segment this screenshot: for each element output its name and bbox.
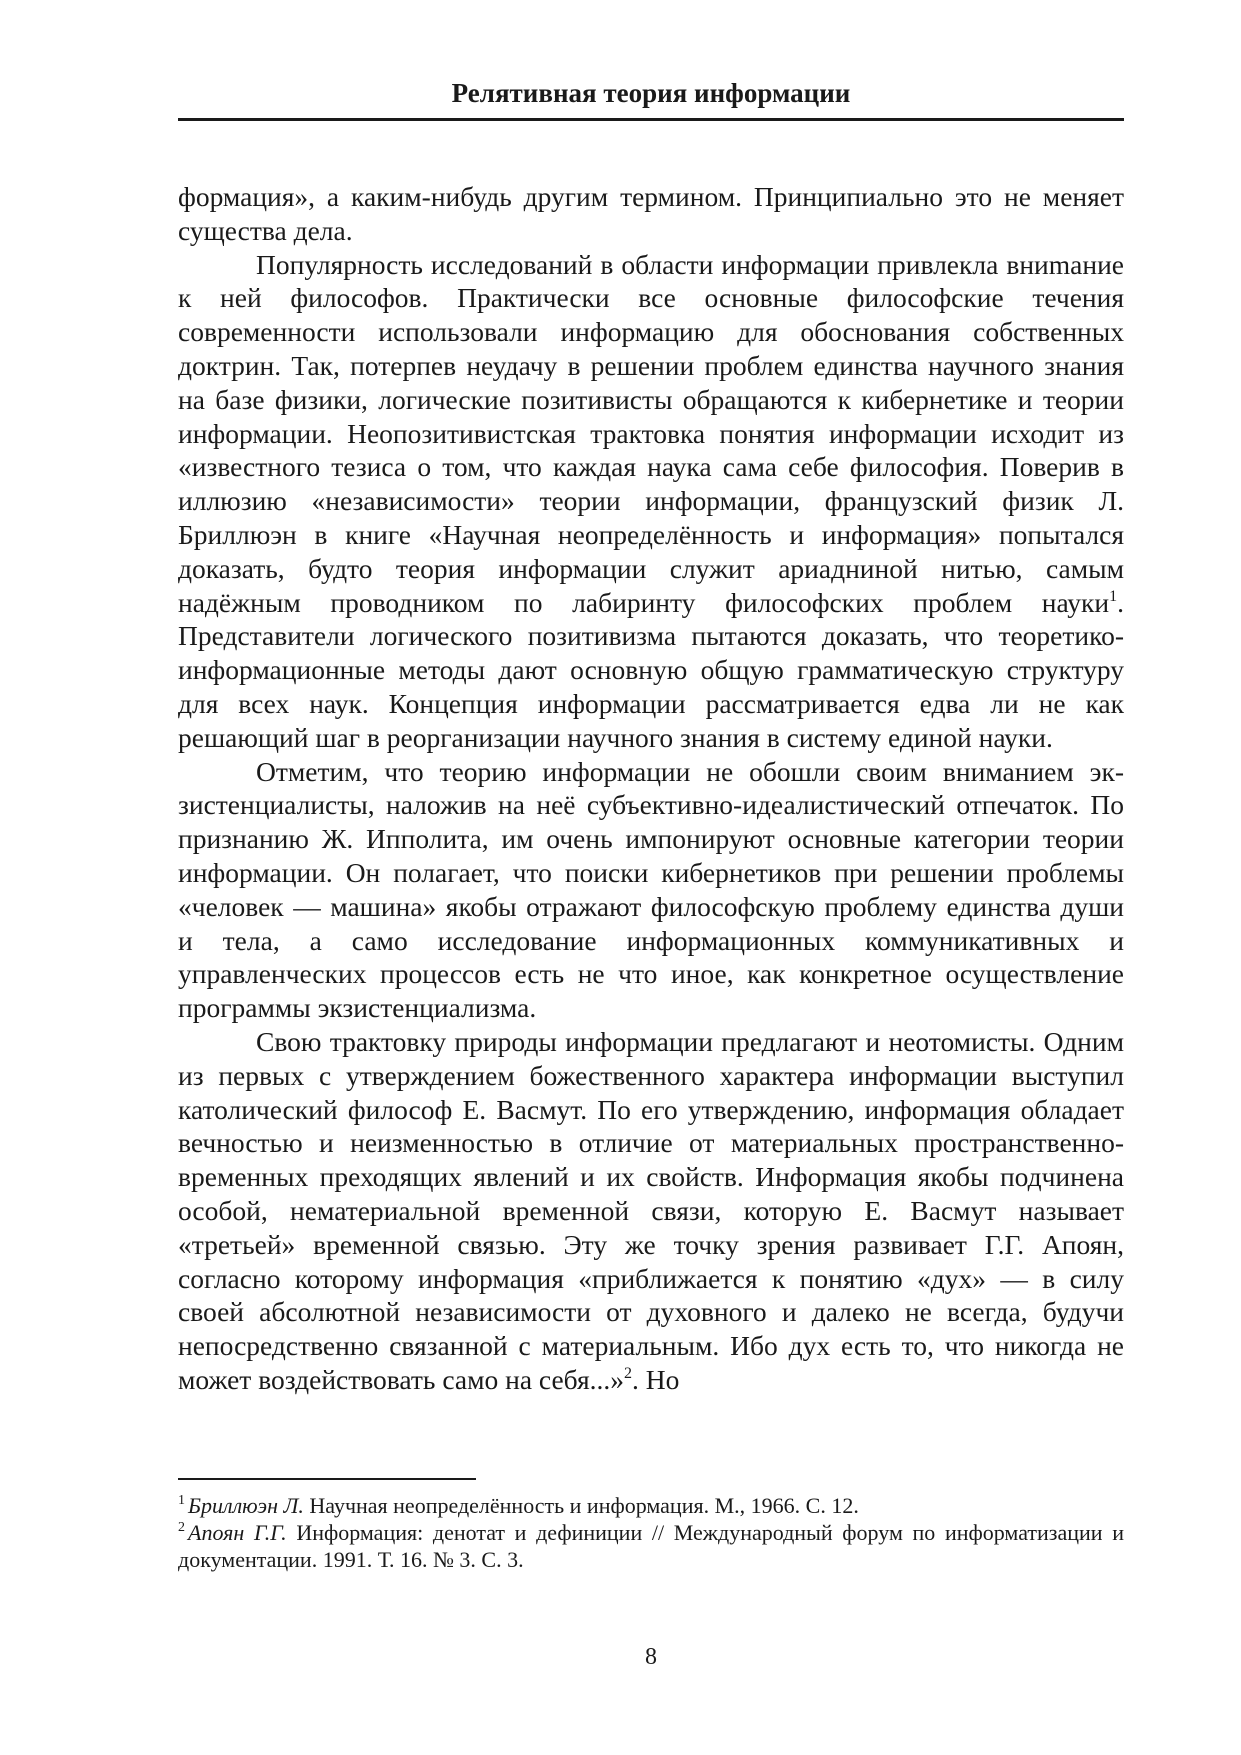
footnote-text: Информация: денотат и дефиниции // Международный форум по информатизации и документации. 1991. Т. 16. № 3. С. 3. [178, 1520, 1124, 1572]
footnote-1 [178, 1492, 1124, 1519]
footnote-text: Научная неопределённость и информация. М., 1966. С. 12. [303, 1493, 859, 1518]
paragraph-existentialists [178, 755, 1124, 1025]
paragraph-text: . Представители логического позитивизма пытаются доказать, что теоретико-информационные методы дают основную общую грамматическую структуру для всех наук. Концепция информации рассматривается едва ли не как решающий шаг в реорганизации научного знания в систему единой науки. [178, 586, 1124, 753]
paragraph-text: Отметим, что теорию информации не обошли своим вниманием экзистенциалисты, наложив на неё субъективно-идеалистический отпечаток. По признанию Ж. Ипполита, им очень импонируют основные категории теории информации. Он полагает, что поиски кибернетиков при решении проблемы «человек — машина» якобы отражают философскую проблему единства души и тела, а само исследование информационных коммуникативных и управленческих процессов есть не что иное, как конкретное осуществление программы экзистенциализма. [178, 755, 1124, 1024]
footnote-author: Апоян Г.Г. [188, 1520, 287, 1545]
paragraph-text: Свою трактовку природы информации предлагают и неотомисты. Одним из первых с утверждением божественного характера информации выступил католический философ Е. Васмут. По его утверждению, информация обладает вечностью и неизменностью в отличие от материальных пространственно-временных преходящих явлений и их свойств. Информация якобы подчинена особой, нематериальной временной связи, которую Е. Васмут называет «третьей» временной связью. Эту же точку зрения развивает Г.Г. Апоян, согласно которому информация «приближается к понятию «дух» — в силу своей абсолютной независимости от духовного и далеко не всегда, будучи непосредственно связанной с материальным. Ибо дух есть то, что никогда не может воздействовать само на себя...» [178, 1025, 1124, 1395]
footnote-2 [178, 1519, 1124, 1573]
footnote-marker: 1 [178, 1493, 185, 1508]
paragraph-text: Популярность исследований в области информации привлекла вниmание к ней философов. Практически все основные философские течения современности использовали информацию для обоснования собственных доктрин. Так, потерпев неудачу в решении проблем единства научного знания на базе физики, логические позитивисты обращаются к кибернетике и теории информации. Неопозитивистская трактовка понятия информации исходит из «известного тезиса о том, что каждая наука сама себе философия. Поверив в иллюзию «независимости» теории информации, французский физик Л. Бриллюэн в книге «Научная неопределённость и информация» попытался доказать, будто теория информации служит ариадниной нитью, самым надёжным проводником по лабиринту философских проблем науки [178, 248, 1124, 618]
footnote-author: Бриллюэн Л. [188, 1493, 304, 1518]
paragraph-popularity [178, 248, 1124, 755]
paragraph-continuation [178, 180, 1124, 248]
page-number: 8 [645, 1644, 657, 1670]
main-text [178, 180, 1124, 1397]
header-rule [178, 118, 1124, 121]
footnote-ref-1: 1 [1109, 587, 1118, 605]
running-header: Релятивная теория информации [451, 78, 851, 108]
footnote-marker: 2 [178, 1520, 185, 1535]
paragraph-neothomists [178, 1025, 1124, 1397]
footnotes [178, 1492, 1124, 1573]
paragraph-text: . Но [632, 1363, 680, 1395]
footnote-ref-2: 2 [624, 1364, 633, 1382]
footnote-separator [178, 1478, 476, 1480]
paragraph-text: формация», а каким-нибудь другим термином. Принципиально это не меняет существа дела. [178, 181, 1124, 246]
